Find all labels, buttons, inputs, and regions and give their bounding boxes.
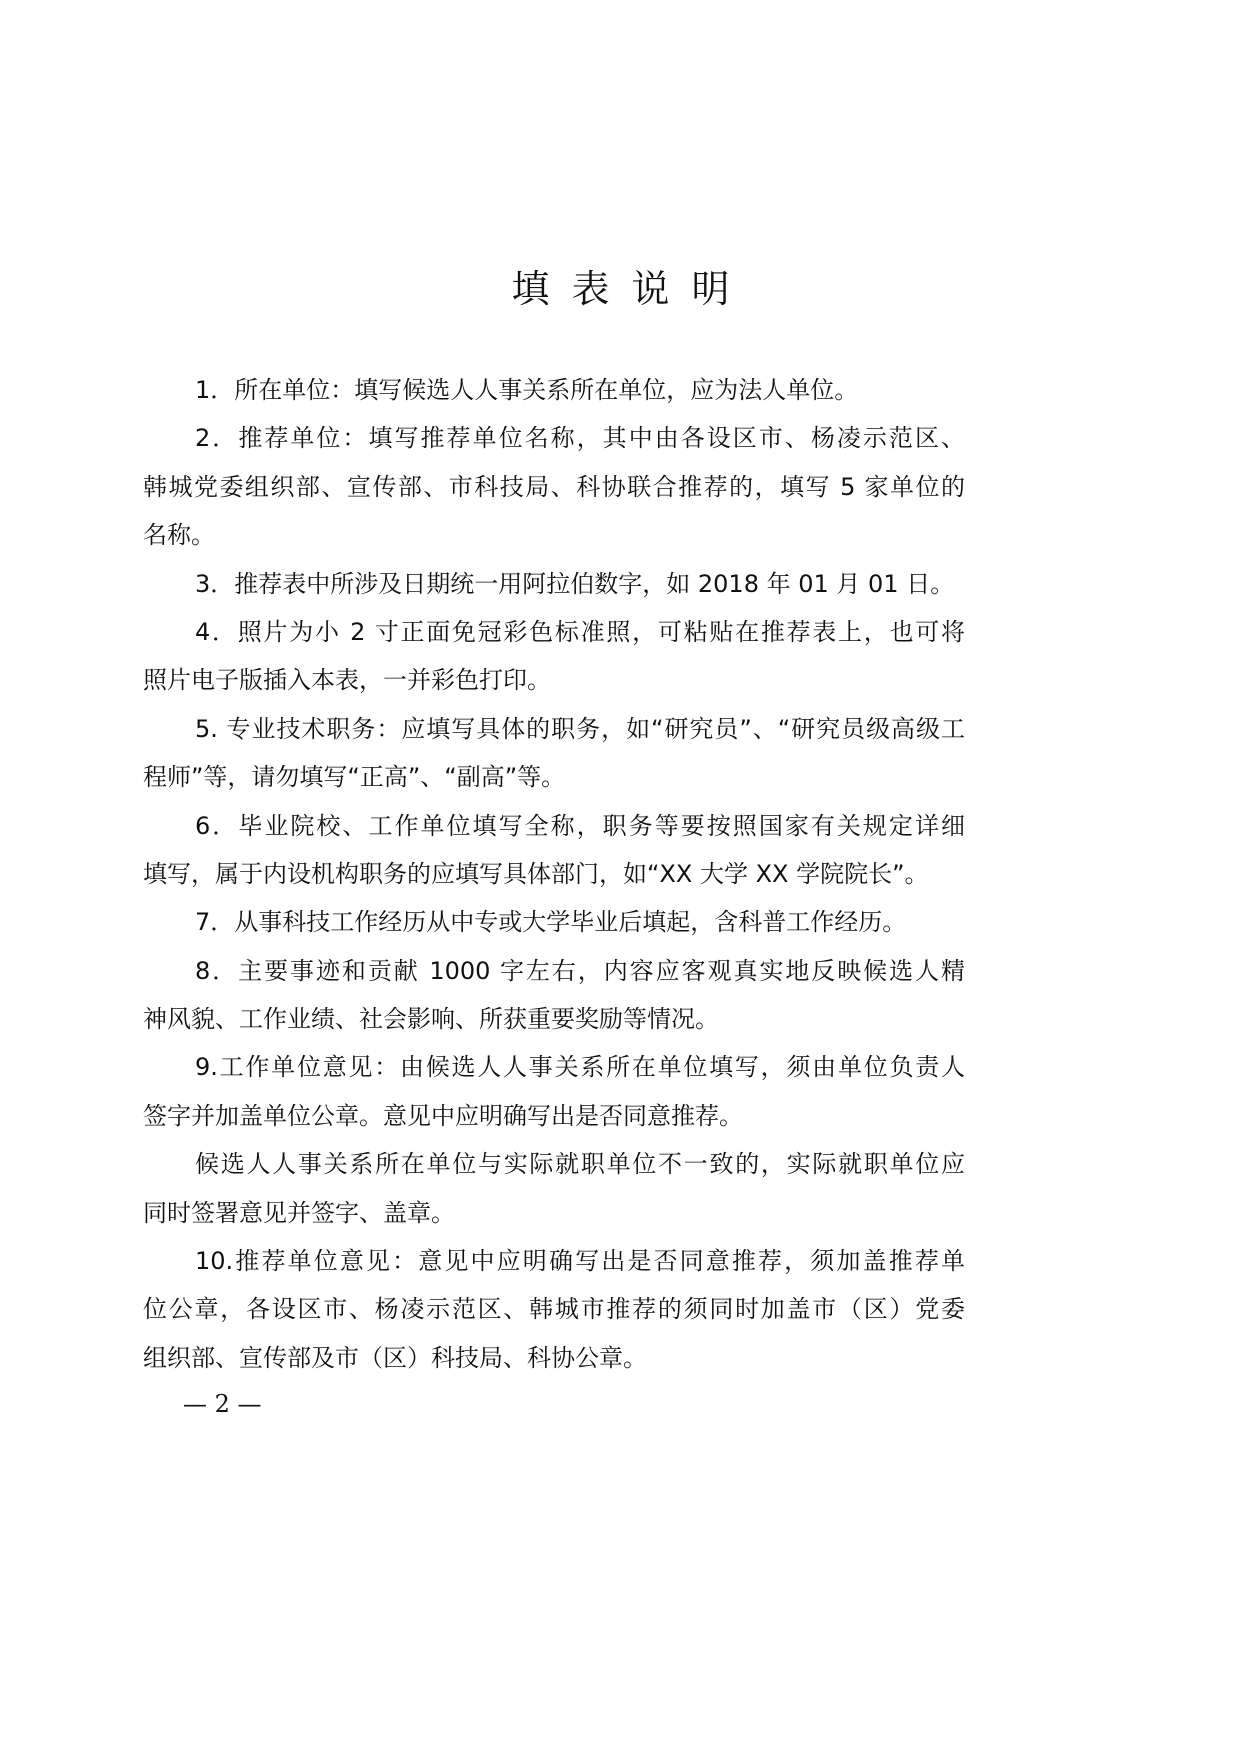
instruction-paragraph <box>143 560 965 608</box>
paragraph-line: 7．从事科技工作经历从中专或大学毕业后填起，含科普工作经历。 <box>195 908 907 937</box>
paragraph-line: 9.工作单位意见：由候选人人事关系所在单位填写，须由单位负责人 <box>195 1053 965 1082</box>
page-title: 填表说明 <box>511 267 752 311</box>
paragraph-line: 位公章，各设区市、杨凌示范区、韩城市推荐的须同时加盖市（区）党委 <box>143 1295 965 1324</box>
instruction-paragraph <box>143 366 965 414</box>
paragraph-line: 神风貌、工作业绩、社会影响、所获重要奖励等情况。 <box>143 1005 719 1034</box>
paragraph-line: 填写，属于内设机构职务的应填写具体部门，如“XX 大学 XX 学院院长”。 <box>143 859 929 888</box>
page-number: — 2 — <box>183 1390 262 1418</box>
paragraph-line: 同时签署意见并签字、盖章。 <box>143 1198 455 1227</box>
paragraph-line: 2．推荐单位：填写推荐单位名称，其中由各设区市、杨凌示范区、 <box>195 424 965 453</box>
instruction-paragraph <box>143 947 965 1044</box>
instructions-body <box>143 366 965 1382</box>
instruction-paragraph <box>143 1237 965 1382</box>
instruction-paragraph <box>143 414 965 559</box>
instruction-paragraph <box>143 802 965 899</box>
paragraph-line: 5. 专业技术职务：应填写具体的职务，如“研究员”、“研究员级高级工 <box>195 714 965 743</box>
paragraph-line: 8．主要事迹和贡献 1000 字左右，内容应客观真实地反映候选人精 <box>195 956 965 985</box>
paragraph-line: 10.推荐单位意见：意见中应明确写出是否同意推荐，须加盖推荐单 <box>195 1247 965 1276</box>
paragraph-line: 签字并加盖单位公章。意见中应明确写出是否同意推荐。 <box>143 1101 743 1130</box>
paragraph-line: 程师”等，请勿填写“正高”、“副高”等。 <box>143 763 566 792</box>
instruction-paragraph <box>143 705 965 802</box>
paragraph-line: 候选人人事关系所在单位与实际就职单位不一致的，实际就职单位应 <box>195 1150 965 1179</box>
paragraph-line: 4．照片为小 2 寸正面免冠彩色标准照，可粘贴在推荐表上，也可将 <box>195 617 965 646</box>
instruction-paragraph <box>143 608 965 705</box>
paragraph-line: 1．所在单位：填写候选人人事关系所在单位，应为法人单位。 <box>195 376 859 404</box>
instruction-paragraph <box>143 1043 965 1140</box>
paragraph-line: 照片电子版插入本表，一并彩色打印。 <box>143 666 551 695</box>
paragraph-line: 3．推荐表中所涉及日期统一用阿拉伯数字，如 2018 年 01 月 01 日。 <box>195 569 955 598</box>
paragraph-line: 韩城党委组织部、宣传部、市科技局、科协联合推荐的，填写 5 家单位的 <box>143 472 965 501</box>
paragraph-line: 6．毕业院校、工作单位填写全称，职务等要按照国家有关规定详细 <box>195 811 965 840</box>
instruction-paragraph <box>143 1140 965 1237</box>
instruction-paragraph <box>143 898 965 946</box>
paragraph-line: 组织部、宣传部及市（区）科技局、科协公章。 <box>143 1343 647 1372</box>
paragraph-line: 名称。 <box>143 521 215 550</box>
